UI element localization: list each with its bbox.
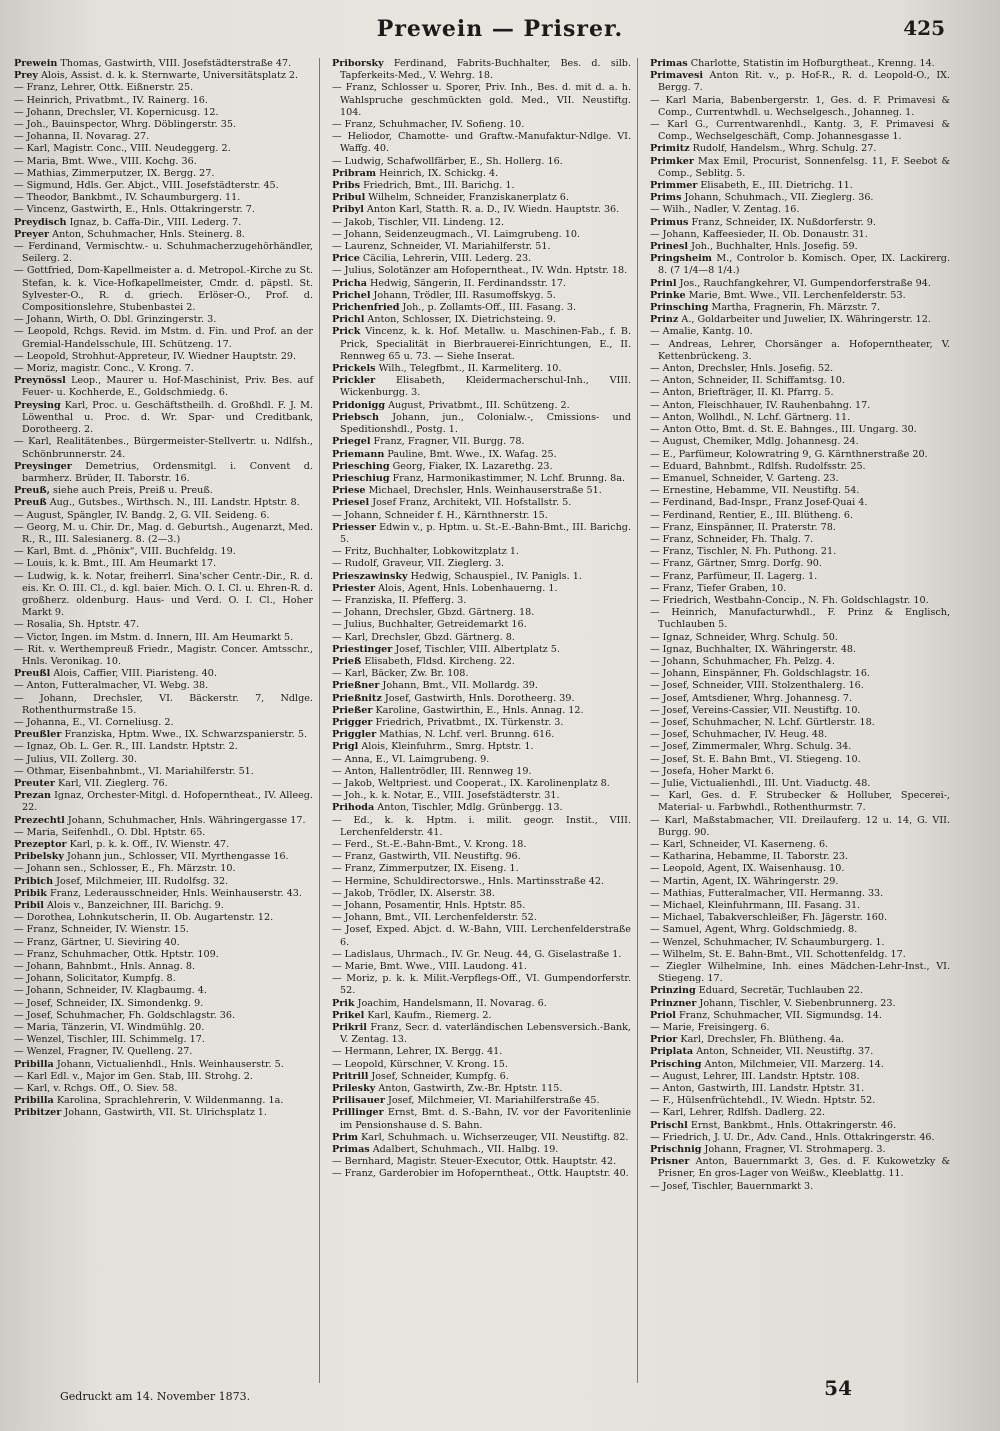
directory-entry: Pribik Franz, Lederausschneider, Hnls. Weinhauserstr. 43. <box>14 887 302 899</box>
directory-entry: — Franz, Einspänner, II. Praterstr. 78. <box>650 521 836 533</box>
directory-entry: — Rosalia, Sh. Hptstr. 47. <box>14 619 140 631</box>
directory-entry: — Karl Edl. v., Major im Gen. Stab, III. Strohg. 2. <box>14 1070 253 1082</box>
directory-entry: — Josef, Schneider, VIII. Stolzenthalerg. 16. <box>650 680 864 692</box>
directory-entry: — Josef, Schuhmacher, N. Lchf. Gürtlerstr. 18. <box>650 716 875 728</box>
directory-entry: Price Cäcilia, Lehrerin, VIII. Lederg. 23. <box>332 253 532 265</box>
directory-columns <box>14 58 974 1383</box>
directory-entry: — Ludwig, Schafwollfärber, E., Sh. Hollerg. 16. <box>332 155 563 167</box>
directory-entry: Prieschiug Franz, Harmonikastimmer, N. Lchf. Brunng. 8a. <box>332 472 625 484</box>
page-header <box>0 10 1000 50</box>
directory-entry: Pribilla Karolina, Sprachlehrerin, V. Wildenmanng. 1a. <box>14 1095 284 1107</box>
directory-entry: — Samuel, Agent, Whrg. Goldschmiedg. 8. <box>650 924 858 936</box>
directory-entry: Priemann Pauline, Bmt. Wwe., IX. Wafag. 25. <box>332 448 557 460</box>
directory-entry: Prinzing Eduard, Secretär, Tuchlauben 22. <box>650 985 864 997</box>
directory-entry: Preuß Aug., Gutsbes., Wirthsch. N., III. Landstr. Hptstr. 8. <box>14 497 300 509</box>
directory-entry: — Jakob, Tischler, VII. Lindeng. 12. <box>332 216 505 228</box>
directory-entry: — Theodor, Bankbmt., IV. Schaumburgerg. 11. <box>14 192 241 204</box>
directory-entry: — Karl, Magistr. Conc., VIII. Neudeggerg. 2. <box>14 143 231 155</box>
directory-entry: — Johann, Schneider f. H., Kärnthnerstr. 15. <box>332 509 548 521</box>
directory-entry: Prilesky Anton, Gastwirth, Zw.-Br. Hptstr. 115. <box>332 1083 563 1095</box>
directory-entry: — Johann, Einspänner, Fh. Goldschlagstr. 16. <box>650 668 870 680</box>
directory-entry: — Anton, Wollhdl., N. Lchf. Gärtnerg. 11. <box>650 411 851 423</box>
directory-entry: — Johanna, II. Novarag. 27. <box>14 131 150 143</box>
directory-entry: — Karl, Realitätenbes., Bürgermeister-Stellvertr. u. Ndlfsh., Schönbrunnerstr. 24. <box>14 436 313 460</box>
directory-entry: — Martin, Agent, IX. Währingerstr. 29. <box>650 875 839 887</box>
directory-entry: — Anton, Fleischhauer, IV. Rauhenbahng. 17. <box>650 399 871 411</box>
directory-entry: — Josef, Schuhmacher, Fh. Goldschlagstr. 36. <box>14 1009 235 1021</box>
directory-entry: — Josef, Schuhmacher, IV. Heug. 48. <box>650 729 828 741</box>
column-left <box>14 58 320 1383</box>
directory-entry: — Laurenz, Schneider, VI. Mariahilferstr. 51. <box>332 241 551 253</box>
directory-entry: — Friedrich, J. U. Dr., Adv. Cand., Hnls. Ottakringerstr. 46. <box>650 1131 935 1143</box>
directory-entry: — Eduard, Bahnbmt., Rdlfsh. Rudolfsstr. 25. <box>650 460 866 472</box>
directory-entry: — Johann, Drechsler, VI. Kopernicusg. 12. <box>14 106 219 118</box>
directory-entry: — Franz, Gärtner, U. Sieviring 40. <box>14 936 180 948</box>
directory-entry: — Jakob, Weltpriest. und Cooperat., IX. Karolinenplatz 8. <box>332 777 610 789</box>
directory-entry: Pribram Heinrich, IX. Schickg. 4. <box>332 167 499 179</box>
directory-entry: Primavesi Anton Rit. v., p. Hof-R., R. d. Leopold-O., IX. Bergg. 7. <box>650 70 950 94</box>
directory-entry: — Johann, Seidenzeugmach., VI. Laimgrubeng. 10. <box>332 228 580 240</box>
directory-entry: — Franz, Zimmerputzer, IX. Eiseng. 1. <box>332 863 519 875</box>
directory-entry: Prick Vincenz, k. k. Hof. Metallw. u. Maschinen-Fab., f. B. Prick, Specialität in Bierbrauerei-Einrichtungen, E., II. Rennweg 65 u. 73. — Siehe Inserat. <box>332 326 631 362</box>
directory-entry: Pribich Josef, Milchmeier, III. Rudolfsg. 32. <box>14 875 229 887</box>
directory-entry: Prickels Wilh., Telegfbmt., II. Karmeliterg. 10. <box>332 363 562 375</box>
directory-entry: — Leopold, Agent, IX. Waisenhausg. 10. <box>650 863 845 875</box>
directory-entry: Prigger Friedrich, Privatbmt., IX. Türkenstr. 3. <box>332 716 564 728</box>
directory-entry: Prillinger Ernst, Bmt. d. S.-Bahn, IV. vor der Favoritenlinie im Pensionshause d. S. Bahn. <box>332 1107 631 1131</box>
directory-entry: — Anton, Drechsler, Hnls. Josefig. 52. <box>650 363 834 375</box>
directory-entry: Prießnitz Josef, Gastwirth, Hnls. Dorotheerg. 39. <box>332 692 575 704</box>
directory-entry: — Johann sen., Schlosser, E., Fh. Märzstr. 10. <box>14 863 236 875</box>
directory-entry: Prikel Karl, Kaufm., Riemerg. 2. <box>332 1009 492 1021</box>
directory-entry: Prinesl Joh., Buchhalter, Hnls. Josefig. 59. <box>650 241 858 253</box>
directory-entry: Priegel Franz, Fragner, VII. Burgg. 78. <box>332 436 525 448</box>
directory-entry: Prior Karl, Drechsler, Fh. Blütheng. 4a. <box>650 1034 845 1046</box>
directory-entry: Priplata Anton, Schneider, VII. Neustiftg. 37. <box>650 1046 874 1058</box>
directory-entry: Priggler Mathias, N. Lchf. verl. Brunng. 616. <box>332 729 555 741</box>
directory-entry: Pribs Friedrich, Bmt., III. Barichg. 1. <box>332 180 515 192</box>
directory-entry: Prim Karl, Schuhmach. u. Wichserzeuger, VII. Neustiftg. 82. <box>332 1131 629 1143</box>
directory-entry: Priester Alois, Agent, Hnls. Lobenhauerng. 1. <box>332 582 558 594</box>
directory-entry: Prinzner Johann, Tischler, V. Siebenbrunnerg. 23. <box>650 997 896 1009</box>
directory-entry: — Josef, Vereins-Cassier, VII. Neustiftg. 10. <box>650 704 861 716</box>
directory-entry: — Franz, Schneider, Fh. Thalg. 7. <box>650 533 814 545</box>
directory-entry: Prieszawinsky Hedwig, Schauspiel., IV. Panigls. 1. <box>332 570 582 582</box>
directory-entry: — Hermine, Schuldirectorswe., Hnls. Martinsstraße 42. <box>332 875 605 887</box>
directory-entry: Pridonigg August, Privatbmt., III. Schützeng. 2. <box>332 399 570 411</box>
directory-entry: Prießer Karoline, Gastwirthin, E., Hnls. Annag. 12. <box>332 704 584 716</box>
directory-entry: Priesel Josef Franz, Architekt, VII. Hofstallstr. 5. <box>332 497 572 509</box>
directory-entry: — Karl, Ges. d. F. Strubecker & Holluber, Specerei-, Material- u. Farbwhdl., Rothenthurmstr. 7. <box>650 790 950 814</box>
directory-entry: — Anton, Schneider, II. Schiffamtsg. 10. <box>650 375 845 387</box>
directory-entry: — Franz, Gastwirth, VII. Neustiftg. 96. <box>332 851 521 863</box>
directory-entry: Primas Charlotte, Statistin im Hofburgtheat., Krenng. 14. <box>650 58 935 69</box>
directory-entry: — August, Lehrer, III. Landstr. Hptstr. 108. <box>650 1070 860 1082</box>
directory-entry: — Franz, Schuhmacher, IV. Sofieng. 10. <box>332 119 525 131</box>
directory-entry: Primus Franz, Schneider, IX. Nußdorferstr. 9. <box>650 216 876 228</box>
directory-entry: — Josef, Tischler, Bauernmarkt 3. <box>650 1180 814 1192</box>
directory-entry: — Josef, St. E. Bahn Bmt., VI. Stiegeng. 10. <box>650 753 861 765</box>
directory-entry: — Anton, Briefträger, II. Kl. Pfarrg. 5. <box>650 387 834 399</box>
directory-entry: Preyer Anton, Schuhmacher, Hnls. Steinerg. 8. <box>14 228 245 240</box>
directory-entry: — Josef, Amtsdiener, Whrg. Johannesg. 7. <box>650 692 853 704</box>
directory-entry: — Franz, Schuhmacher, Ottk. Hptstr. 109. <box>14 948 219 960</box>
directory-entry: — Bernhard, Magistr. Steuer-Executor, Ottk. Hauptstr. 42. <box>332 1156 617 1168</box>
directory-entry: — Michael, Tabakverschleißer, Fh. Jägerstr. 160. <box>650 912 888 924</box>
directory-entry: — Heliodor, Chamotte- und Graftw.-Manufaktur-Ndlge. VI. Waffg. 40. <box>332 131 631 155</box>
directory-entry: — Ziegler Wilhelmine, Inh. eines Mädchen-Lehr-Inst., VI. Stiegeng. 17. <box>650 961 950 985</box>
directory-entry: — Anton Otto, Bmt. d. St. E. Bahnges., III. Ungarg. 30. <box>650 424 917 436</box>
directory-entry: Prezan Ignaz, Orchester-Mitgl. d. Hofoperntheat., IV. Alleeg. 22. <box>14 790 313 814</box>
directory-entry: — August, Spängler, IV. Bandg. 2, G. VII. Seideng. 6. <box>14 509 270 521</box>
directory-entry: — Ignaz, Ob. L. Ger. R., III. Landstr. Hptstr. 2. <box>14 741 238 753</box>
directory-entry: Prinz A., Goldarbeiter und Juwelier, IX. Währingerstr. 12. <box>650 314 931 326</box>
directory-entry: — Karl, Bäcker, Zw. Br. 108. <box>332 668 469 680</box>
directory-entry: — Vincenz, Gastwirth, E., Hnls. Ottakringerstr. 7. <box>14 204 255 216</box>
directory-entry: — Wenzel, Schuhmacher, IV. Schaumburgerg. 1. <box>650 936 885 948</box>
directory-entry: — Anna, E., VI. Laimgrubeng. 9. <box>332 753 490 765</box>
directory-entry: — Gottfried, Dom-Kapellmeister a. d. Metropol.-Kirche zu St. Stefan, k. k. Vice-Hofkapellmeister, Cmdr. d. päpstl. St. Sylvester-O., R. d. griech. Erlöser-O., Prof. d. Compositionslehre, Stubenbastei 2. <box>14 265 313 314</box>
directory-entry: — Anton, Futteralmacher, VI. Webg. 38. <box>14 680 209 692</box>
directory-entry: — Maria, Tänzerin, VI. Windmühlg. 20. <box>14 1022 205 1034</box>
directory-entry: Priebsch Johann, jun., Colonialw.-, Cmissions- und Speditionshdl., Postg. 1. <box>332 411 631 436</box>
directory-entry: Pribitzer Johann, Gastwirth, VII. St. Ulrichsplatz 1. <box>14 1107 267 1119</box>
directory-entry: — Leopold, Kürschner, V. Krong. 15. <box>332 1058 508 1070</box>
directory-entry: — Josefa, Hoher Markt 6. <box>650 765 774 777</box>
directory-entry: — Franz, Gärtner, Smrg. Dorfg. 90. <box>650 558 822 570</box>
directory-entry: — Josef, Exped. Abjct. d. W.-Bahn, VIII. Lerchenfelderstraße 6. <box>332 924 631 948</box>
directory-entry: — Dorothea, Lohnkutscherin, II. Ob. Augartenstr. 12. <box>14 912 274 924</box>
directory-entry: Prihoda Anton, Tischler, Mdlg. Grünbergg. 13. <box>332 802 563 814</box>
directory-entry: — Johann, Bmt., VII. Lerchenfelderstr. 52. <box>332 912 537 924</box>
directory-entry: — Heinrich, Privatbmt., IV. Rainerg. 16. <box>14 94 208 106</box>
directory-entry: — Leopold, Strohhut-Appreteur, IV. Wiedner Hauptstr. 29. <box>14 350 297 362</box>
directory-entry: Priestinger Josef, Tischler, VIII. Albertplatz 5. <box>332 643 560 655</box>
directory-entry: — August, Chemiker, Mdlg. Johannesg. 24. <box>650 436 859 448</box>
directory-entry: — Josef, Zimmermaler, Whrg. Schulg. 34. <box>650 741 852 753</box>
directory-entry: — Johann, Schuhmacher, Fh. Pelzg. 4. <box>650 655 835 667</box>
directory-entry: Priesching Georg, Fiaker, IX. Lazarethg. 23. <box>332 460 553 472</box>
directory-entry: — Wilh., Nadler, V. Zentag. 16. <box>650 204 800 216</box>
directory-entry: — Johann, Bahnbmt., Hnls. Annag. 8. <box>14 961 196 973</box>
directory-entry: — Emanuel, Schneider, V. Garteng. 23. <box>650 472 839 484</box>
directory-entry: — Rit. v. Werthempreuß Friedr., Magistr. Concer. Amtsschr., Hnls. Veronikag. 10. <box>14 643 313 667</box>
directory-entry: Preuß, siehe auch Preis, Preiß u. Preuß. <box>14 485 213 497</box>
directory-entry: Prichl Anton, Schlosser, IX. Dietrichsteing. 9. <box>332 314 556 326</box>
directory-entry: Prisching Anton, Milchmeier, VII. Marzerg. 14. <box>650 1058 884 1070</box>
directory-entry: — Ladislaus, Uhrmach., IV. Gr. Neug. 44, G. Giselastraße 1. <box>332 948 622 960</box>
directory-entry: — Franz, Tischler, N. Fh. Puthong. 21. <box>650 546 837 558</box>
directory-entry: — Joh., k. k. Notar, E., VIII. Josefstädterstr. 31. <box>332 790 560 802</box>
directory-entry: Preysing Karl, Proc. u. Geschäftstheilh. d. Großhdl. F. J. M. Löwenthal u. Proc. d. Wr. Spar- und Creditbank, Dorotheerg. 2. <box>14 399 313 436</box>
directory-entry: — Karl G., Currentwarenhdl., Kantg. 3, F. Primavesi & Comp., Wechselgeschäft, Comp. Johannesgasse 1. <box>650 119 950 143</box>
directory-entry: Primitz Rudolf, Handelsm., Whrg. Schulg. 27. <box>650 143 877 155</box>
directory-entry: Prinke Marie, Bmt. Wwe., VII. Lerchenfelderstr. 53. <box>650 289 906 301</box>
directory-entry: Prilisauer Josef, Milchmeier, VI. Mariahilferstraße 45. <box>332 1095 600 1107</box>
directory-entry: — Sigmund, Hdls. Ger. Abjct., VIII. Josefstädterstr. 45. <box>14 180 279 192</box>
directory-entry: Prik Joachim, Handelsmann, II. Novarag. 6. <box>332 997 547 1009</box>
directory-entry: Prisner Anton, Bauernmarkt 3, Ges. d. F. Kukowetzky & Prisner, En gros-Lager von Weißw., Kleeblattg. 11. <box>650 1156 950 1180</box>
directory-entry: — Ed., k. k. Hptm. i. milit. geogr. Instit., VIII. Lerchenfelderstr. 41. <box>332 814 631 838</box>
directory-entry: Primas Adalbert, Schuhmach., VII. Halbg. 19. <box>332 1144 559 1156</box>
directory-entry: — Wenzel, Tischler, III. Schimmelg. 17. <box>14 1034 205 1046</box>
directory-entry: — Michael, Kleinfuhrmann, III. Fasang. 31. <box>650 900 861 912</box>
directory-entry: — Jakob, Trödler, IX. Alserstr. 38. <box>332 887 495 899</box>
directory-entry: — Ernestine, Hebamme, VII. Neustiftg. 54. <box>650 485 860 497</box>
directory-entry: — Johann, Wirth, O. Dbl. Grinzingerstr. 3. <box>14 314 217 326</box>
directory-entry: — Maria, Bmt. Wwe., VIII. Kochg. 36. <box>14 155 197 167</box>
directory-entry: Priborsky Ferdinand, Fabrits-Buchhalter, Bes. d. silb. Tapferkeits-Med., V. Wehrg. 18. <box>332 58 631 82</box>
directory-entry: — Marie, Freisingerg. 6. <box>650 1022 770 1034</box>
directory-entry: — Karl, Bmt. d. „Phönix“, VIII. Buchfeldg. 19. <box>14 546 236 558</box>
directory-entry: Prichel Johann, Trödler, III. Rasumoffskyg. 5. <box>332 289 556 301</box>
directory-entry: Priese Michael, Drechsler, Hnls. Weinhauserstraße 51. <box>332 485 602 497</box>
directory-entry: Prieß Elisabeth, Fldsd. Kircheng. 22. <box>332 655 515 667</box>
directory-entry: — Ferdinand, Bad-Inspr., Franz Josef-Quai 4. <box>650 497 868 509</box>
directory-entry: — Maria, Seifenhdl., O. Dbl. Hptstr. 65. <box>14 826 206 838</box>
directory-entry: Pritrill Josef, Schneider, Kumpfg. 6. <box>332 1070 509 1082</box>
directory-entry: Preysinger Demetrius, Ordensmitgl. i. Convent d. barmherz. Brüder, II. Taborstr. 16. <box>14 460 313 484</box>
directory-entry: — F., Hülsenfrüchtehdl., IV. Wiedn. Hptstr. 52. <box>650 1095 876 1107</box>
directory-entry: — Johann, Drechsler, VI. Bäckerstr. 7, Ndlge. Rothenthurmstraße 15. <box>14 692 313 716</box>
directory-entry: — E., Parfümeur, Kolowratring 9, G. Kärnthnerstraße 20. <box>650 448 928 460</box>
directory-entry: Prey Alois, Assist. d. k. k. Sternwarte, Universitätsplatz 2. <box>14 70 299 82</box>
directory-entry: Preuter Karl, VII. Zieglerg. 76. <box>14 777 168 789</box>
directory-entry: Preydisch Ignaz, b. Caffa-Dir., VIII. Lederg. 7. <box>14 216 242 228</box>
directory-entry: — Franz, Parfümeur, II. Lagerg. 1. <box>650 570 818 582</box>
directory-entry: Prinsching Martha, Fragnerin, Fh. Märzstr. 7. <box>650 302 881 314</box>
directory-entry: — Franz, Schlosser u. Sporer, Priv. Inh., Bes. d. mit d. a. h. Wahlspruche geschmückten gold. Med., VII. Neustiftg. 104. <box>332 82 631 118</box>
directory-entry: Prezeptor Karl, p. k. k. Off., IV. Wienstr. 47. <box>14 839 230 850</box>
directory-entry: — Victor, Ingen. im Mstm. d. Innern, III. Am Heumarkt 5. <box>14 631 294 643</box>
directory-entry: — Mathias, Zimmerputzer, IX. Bergg. 27. <box>14 167 215 179</box>
directory-entry: — Franz, Garderobier im Hofoperntheat., Ottk. Hauptstr. 40. <box>332 1168 629 1180</box>
directory-entry: — Julius, Solotänzer am Hofoperntheat., IV. Wdn. Hptstr. 18. <box>332 265 628 277</box>
directory-entry: — Ignaz, Buchhalter, IX. Währingerstr. 48. <box>650 643 857 655</box>
directory-entry: Pribil Alois v., Banzeichner, III. Barichg. 9. <box>14 900 224 912</box>
directory-entry: — Julius, VII. Zollerg. 30. <box>14 753 137 765</box>
directory-entry: — Katharina, Hebamme, II. Taborstr. 23. <box>650 851 849 863</box>
directory-entry: Pringsheim M., Controlor b. Komisch. Oper, IX. Lackirerg. 8. (7 1/4—8 1/4.) <box>650 253 950 277</box>
directory-entry: Preynössl Leop., Maurer u. Hof-Maschinist, Priv. Bes. auf Feuer- u. Kochherde, E., Goldschmiedg. 6. <box>14 375 313 399</box>
directory-entry: — Franz, Schneider, IV. Wienstr. 15. <box>14 924 189 936</box>
directory-entry: — Ferdinand, Vermischtw.- u. Schuhmacherzugehörhändler, Seilerg. 2. <box>14 241 313 265</box>
directory-entry: — Mathias, Futteralmacher, VII. Hermanng. 33. <box>650 887 884 899</box>
directory-entry: — Louis, k. k. Bmt., III. Am Heumarkt 17. <box>14 558 217 570</box>
directory-entry: Prießner Johann, Bmt., VII. Mollardg. 39. <box>332 680 538 692</box>
directory-entry: Pribelsky Johann jun., Schlosser, VII. Myrthengasse 16. <box>14 851 289 863</box>
directory-entry: — Anton, Gastwirth, III. Landstr. Hptstr. 31. <box>650 1083 865 1095</box>
directory-entry: — Wenzel, Fragner, IV. Quelleng. 27. <box>14 1046 193 1058</box>
directory-entry: Pribyl Anton Karl, Statth. R. a. D., IV. Wiedn. Hauptstr. 36. <box>332 204 620 216</box>
directory-entry: — Karl, Schneider, VI. Kaserneng. 6. <box>650 839 829 850</box>
directory-entry: Prichenfried Joh., p. Zollamts-Off., III. Fasang. 3. <box>332 302 577 314</box>
directory-entry: — Karl, Drechsler, Gbzd. Gärtnerg. 8. <box>332 631 515 643</box>
directory-entry: — Moriz, magistr. Conc., V. Krong. 7. <box>14 363 194 375</box>
directory-entry: Pribul Wilhelm, Schneider, Franziskanerplatz 6. <box>332 192 569 204</box>
directory-entry: Prikril Franz, Secr. d. vaterländischen Lebensversich.-Bank, V. Zentag. 13. <box>332 1022 631 1046</box>
directory-entry: — Marie, Bmt. Wwe., VIII. Laudong. 41. <box>332 961 527 973</box>
directory-entry: — Ferd., St.-E.-Bahn-Bmt., V. Krong. 18. <box>332 839 527 850</box>
directory-entry: Prickler Elisabeth, Kleidermacherschul-Inh., VIII. Wickenburgg. 3. <box>332 375 631 399</box>
directory-entry: — Karl, v. Rchgs. Off., O. Siev. 58. <box>14 1083 178 1095</box>
directory-entry: — Joh., Bauinspector, Whrg. Döblingerstr. 35. <box>14 119 237 131</box>
directory-entry: — Johann, Solicitator, Kumpfg. 8. <box>14 973 176 985</box>
directory-entry: — Leopold, Rchgs. Revid. im Mstm. d. Fin. und Prof. an der Gremial-Handelsschule, III. Schützeng. 17. <box>14 326 313 350</box>
directory-entry: Prinl Jos., Rauchfangkehrer, VI. Gumpendorferstraße 94. <box>650 277 931 289</box>
directory-entry: — Amalie, Kantg. 10. <box>650 326 753 338</box>
directory-entry: Prezechtl Johann, Schuhmacher, Hnls. Währingergasse 17. <box>14 814 306 826</box>
directory-entry: — Wilhelm, St. E. Bahn-Bmt., VII. Schottenfeldg. 17. <box>650 948 906 960</box>
directory-entry: Prischl Ernst, Bankbmt., Hnls. Ottakringerstr. 46. <box>650 1119 897 1131</box>
page-number: 425 <box>903 16 945 40</box>
directory-entry: Prischnig Johann, Fragner, VI. Strohmaperg. 3. <box>650 1144 886 1156</box>
directory-entry: Prigl Alois, Kleinfuhrm., Smrg. Hptstr. 1. <box>332 741 534 753</box>
page-title: Prewein — Prisrer. <box>376 16 624 42</box>
column-right <box>650 58 956 1383</box>
directory-entry: — Ignaz, Schneider, Whrg. Schulg. 50. <box>650 631 838 643</box>
directory-entry: — Ludwig, k. k. Notar, freiherrl. Sina'scher Centr.-Dir., R. d. eis. Kr. O. III. Cl., d. kgl. baier. Mich. O. I. Cl. u. Ehren-R. d. großherz. oldenburg. Haus- und Verd. O. I. Cl., Hoher Markt 9. <box>14 570 313 619</box>
directory-entry: — Franziska, II. Pfefferg. 3. <box>332 594 467 606</box>
directory-entry: — Moriz, p. k. k. Milit.-Verpflegs-Off., VI. Gumpendorferstr. 52. <box>332 973 631 997</box>
print-date: Gedruckt am 14. November 1873. <box>60 1390 251 1403</box>
directory-entry: — Ferdinand, Rentier, E., III. Blütheng. 6. <box>650 509 854 521</box>
directory-entry: — Johann, Kaffeesieder, II. Ob. Donaustr. 31. <box>650 228 868 240</box>
directory-entry: — Johann, Schneider, IV. Klagbaumg. 4. <box>14 985 207 997</box>
directory-entry: — Karl, Lehrer, Rdlfsh. Dadlerg. 22. <box>650 1107 825 1119</box>
directory-entry: — Julius, Buchhalter, Getreidemarkt 16. <box>332 619 527 631</box>
directory-entry: — Heinrich, Manufacturwhdl., F. Prinz & Englisch, Tuchlauben 5. <box>650 607 950 631</box>
directory-entry: — Johann, Posamentir, Hnls. Hptstr. 85. <box>332 900 526 912</box>
directory-entry: — Karl, Maßstabmacher, VII. Dreilauferg. 12 u. 14, G. VII. Burgg. 90. <box>650 814 950 838</box>
directory-entry: — Georg, M. u. Chir. Dr., Mag. d. Geburtsh., Augenarzt, Med. R., R., III. Salesianerg. 8. (2—3.) <box>14 521 313 545</box>
directory-entry: — Fritz, Buchhalter, Lobkowitzplatz 1. <box>332 546 519 558</box>
directory-entry: Prewein Thomas, Gastwirth, VIII. Josefstädterstraße 47. <box>14 58 292 69</box>
directory-entry: — Johann, Drechsler, Gbzd. Gärtnerg. 18. <box>332 607 535 619</box>
directory-entry: Primker Max Emil, Procurist, Sonnenfelsg. 11, F. Seebot & Comp., Seblitg. 5. <box>650 155 950 179</box>
signature-mark: 54 <box>824 1376 852 1400</box>
directory-entry: Pribilla Johann, Victualienhdl., Hnls. Weinhauserstr. 5. <box>14 1058 284 1070</box>
directory-entry: Priol Franz, Schuhmacher, VII. Sigmundsg. 14. <box>650 1009 882 1021</box>
directory-entry: — Rudolf, Graveur, VII. Zieglerg. 3. <box>332 558 505 570</box>
directory-entry: — Julie, Victualienhdl., III. Unt. Viaductg. 48. <box>650 777 871 789</box>
directory-entry: — Othmar, Eisenbahnbmt., VI. Mariahilferstr. 51. <box>14 765 254 777</box>
directory-entry: — Franz, Lehrer, Ottk. Eißnerstr. 25. <box>14 82 194 94</box>
directory-entry: — Hermann, Lehrer, IX. Bergg. 41. <box>332 1046 503 1058</box>
directory-entry: — Franz, Tiefer Graben, 10. <box>650 582 787 594</box>
directory-entry: Primmer Elisabeth, E., III. Dietrichg. 11. <box>650 180 853 192</box>
directory-entry: Priesser Edwin v., p. Hptm. u. St.-E.-Bahn-Bmt., III. Barichg. 5. <box>332 521 631 545</box>
column-middle <box>332 58 638 1383</box>
directory-entry: Prims Johann, Schuhmach., VII. Zieglerg. 36. <box>650 192 874 204</box>
directory-entry: — Friedrich, Westbahn-Concip., N. Fh. Goldschlagstr. 10. <box>650 594 929 606</box>
directory-entry: Preußler Franziska, Hptm. Wwe., IX. Schwarzspanierstr. 5. <box>14 729 308 741</box>
directory-entry: — Karl Maria, Babenbergerstr. 1, Ges. d. F. Primavesi & Comp., Currentwhdl. u. Wechselgesch., Johanneg. 1. <box>650 94 950 118</box>
directory-entry: — Johanna, E., VI. Corneliusg. 2. <box>14 716 174 728</box>
directory-entry: — Josef, Schneider, IX. Simondenkg. 9. <box>14 997 204 1009</box>
directory-entry: Pricha Hedwig, Sängerin, II. Ferdinandsstr. 17. <box>332 277 567 289</box>
directory-entry: — Andreas, Lehrer, Chorsänger a. Hofoperntheater, V. Kettenbrückeng. 3. <box>650 338 950 362</box>
directory-entry: Preußl Alois, Caffier, VIII. Piaristeng. 40. <box>14 668 217 680</box>
directory-entry: — Anton, Hallentrödler, III. Rennweg 19. <box>332 765 532 777</box>
